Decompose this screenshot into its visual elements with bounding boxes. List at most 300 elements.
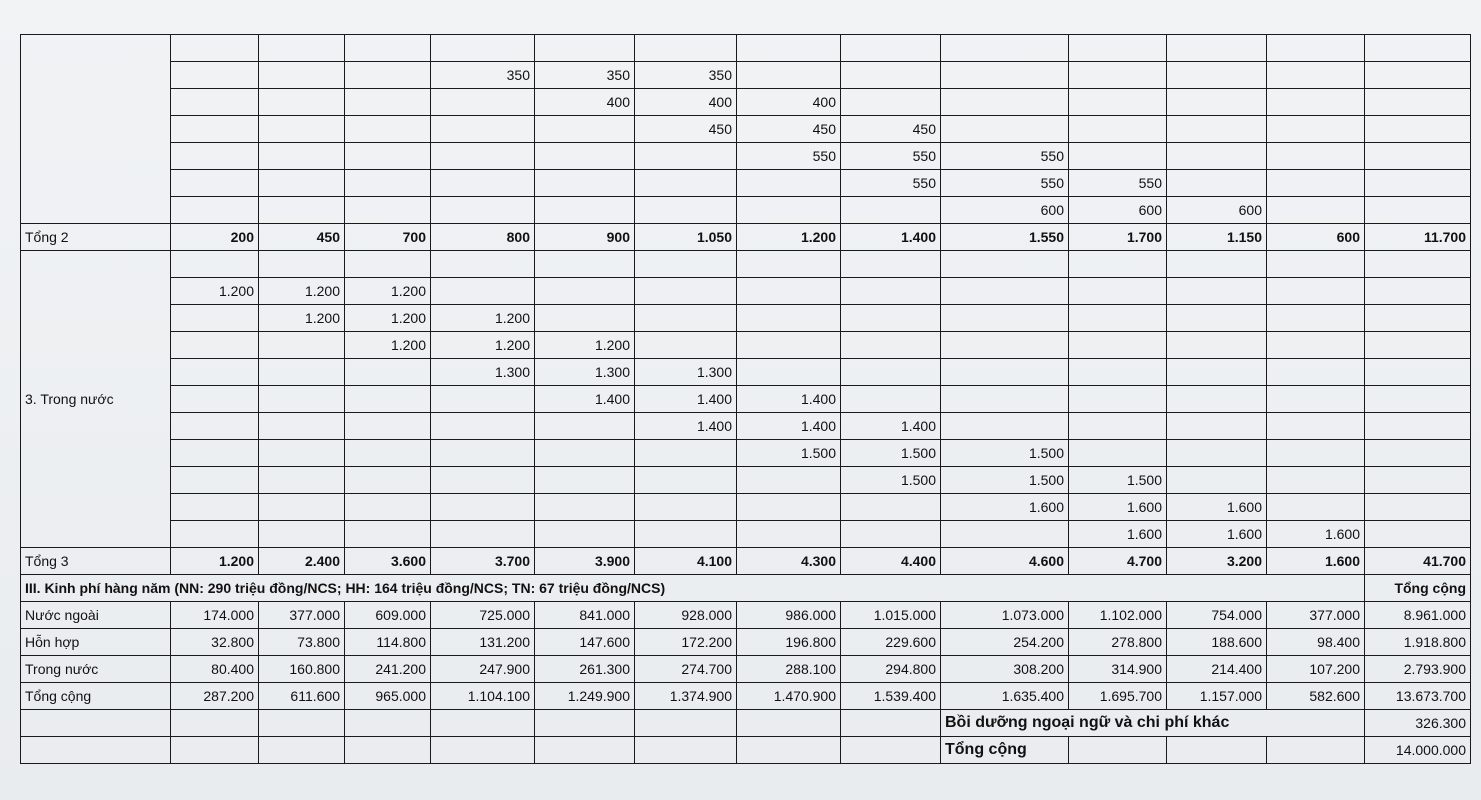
table-cell [841, 737, 941, 764]
table-cell: 200 [171, 224, 259, 251]
table-cell: 1.400 [737, 386, 841, 413]
table-cell: 107.200 [1267, 656, 1365, 683]
table-cell [431, 116, 535, 143]
table-cell [941, 251, 1069, 278]
table-cell: 1.400 [535, 386, 635, 413]
table-cell [841, 710, 941, 737]
total-row [21, 548, 1471, 575]
table-cell [1365, 521, 1471, 548]
table-cell [1267, 467, 1365, 494]
table-row [21, 386, 1471, 413]
table-cell [431, 143, 535, 170]
table-cell [259, 710, 345, 737]
table-cell: 550 [941, 143, 1069, 170]
table-cell: 611.600 [259, 683, 345, 710]
table-cell: 550 [941, 170, 1069, 197]
table-cell [1069, 278, 1167, 305]
table-cell [635, 35, 737, 62]
table-cell [431, 494, 535, 521]
table-cell [431, 35, 535, 62]
table-cell: 350 [635, 62, 737, 89]
table-cell: 1.200 [431, 332, 535, 359]
table-cell: 1.249.900 [535, 683, 635, 710]
table-row [21, 62, 1471, 89]
grand-total-row [21, 737, 1471, 764]
table-cell [431, 467, 535, 494]
table-cell [345, 467, 431, 494]
row-label: Nước ngoài [21, 602, 171, 629]
table-cell [941, 386, 1069, 413]
table-cell: 400 [535, 89, 635, 116]
table-cell [941, 332, 1069, 359]
table-cell [259, 116, 345, 143]
table-cell: 1.015.000 [841, 602, 941, 629]
table-cell [345, 89, 431, 116]
table-cell: 4.600 [941, 548, 1069, 575]
table-cell [431, 521, 535, 548]
table-cell: 550 [737, 143, 841, 170]
table-cell [431, 278, 535, 305]
table-cell: 450 [737, 116, 841, 143]
table-cell [345, 386, 431, 413]
table-row [21, 467, 1471, 494]
table-cell [1267, 116, 1365, 143]
table-cell: 1.600 [1167, 521, 1267, 548]
extra-cost-label: Bồi dưỡng ngoại ngữ và chi phí khác [941, 710, 1365, 737]
table-cell: 1.200 [345, 305, 431, 332]
table-cell [171, 332, 259, 359]
table-cell: 98.400 [1267, 629, 1365, 656]
table-cell: 2.793.900 [1365, 656, 1471, 683]
table-cell [171, 440, 259, 467]
table-cell: 4.100 [635, 548, 737, 575]
table-cell: 600 [1267, 224, 1365, 251]
table-cell [1167, 89, 1267, 116]
table-cell [259, 467, 345, 494]
table-cell: 1.918.800 [1365, 629, 1471, 656]
table-cell [345, 359, 431, 386]
table-cell: 600 [1167, 197, 1267, 224]
table-cell [737, 494, 841, 521]
table-cell [535, 143, 635, 170]
table-cell: 294.800 [841, 656, 941, 683]
table-cell [1365, 116, 1471, 143]
table-row [21, 413, 1471, 440]
table-cell [535, 278, 635, 305]
table-cell [1365, 143, 1471, 170]
table-cell [259, 440, 345, 467]
table-cell [1365, 170, 1471, 197]
table-cell [431, 251, 535, 278]
table-cell: 278.800 [1069, 629, 1167, 656]
table-cell [1069, 359, 1167, 386]
table-cell: 1.550 [941, 224, 1069, 251]
table-cell [1167, 413, 1267, 440]
table-cell: 1.200 [431, 305, 535, 332]
table-cell [635, 737, 737, 764]
table-row [21, 197, 1471, 224]
table-cell: 1.539.400 [841, 683, 941, 710]
table-cell: 13.673.700 [1365, 683, 1471, 710]
table-cell: 274.700 [635, 656, 737, 683]
table-cell: 600 [1069, 197, 1167, 224]
table-cell [1167, 305, 1267, 332]
grand-total-value: 14.000.000 [1365, 737, 1471, 764]
table-cell [1167, 737, 1267, 764]
table-cell [259, 62, 345, 89]
table-cell: 1.400 [635, 386, 737, 413]
table-cell [345, 143, 431, 170]
table-row [21, 89, 1471, 116]
budget-table [20, 34, 1471, 764]
table-cell [737, 521, 841, 548]
table-cell [1267, 440, 1365, 467]
table-cell [1069, 116, 1167, 143]
table-cell [1267, 170, 1365, 197]
table-cell: 254.200 [941, 629, 1069, 656]
table-cell [1167, 467, 1267, 494]
table-cell: 700 [345, 224, 431, 251]
table-cell [1365, 467, 1471, 494]
table-cell: 1.200 [345, 278, 431, 305]
table-cell: 1.600 [1069, 494, 1167, 521]
table-cell [535, 197, 635, 224]
table-cell: 4.300 [737, 548, 841, 575]
table-cell [259, 251, 345, 278]
table-cell [1267, 305, 1365, 332]
table-cell: 1.600 [1069, 521, 1167, 548]
table-cell [841, 359, 941, 386]
table-cell [259, 737, 345, 764]
table-cell [535, 737, 635, 764]
table-cell: 1.157.000 [1167, 683, 1267, 710]
table-cell [1267, 332, 1365, 359]
cost-row [21, 683, 1471, 710]
table-cell [171, 737, 259, 764]
table-cell [431, 710, 535, 737]
table-cell [431, 197, 535, 224]
table-cell: 377.000 [1267, 602, 1365, 629]
table-cell [1069, 737, 1167, 764]
table-cell: 1.050 [635, 224, 737, 251]
table-cell [737, 467, 841, 494]
table-cell: 1.200 [259, 305, 345, 332]
table-cell [635, 440, 737, 467]
table-row [21, 359, 1471, 386]
table-cell [635, 143, 737, 170]
table-cell [535, 170, 635, 197]
table-cell: 4.400 [841, 548, 941, 575]
table-cell [1069, 332, 1167, 359]
table-cell [1069, 440, 1167, 467]
table-cell [345, 197, 431, 224]
table-cell [535, 305, 635, 332]
table-cell [841, 197, 941, 224]
table-cell [259, 170, 345, 197]
table-cell [259, 359, 345, 386]
table-cell [1365, 89, 1471, 116]
table-cell [171, 197, 259, 224]
table-cell [1365, 278, 1471, 305]
section-label: 3. Trong nước [21, 251, 171, 548]
table-cell [535, 467, 635, 494]
table-cell [1267, 413, 1365, 440]
table-cell [171, 170, 259, 197]
cost-row [21, 656, 1471, 683]
table-cell: 550 [1069, 170, 1167, 197]
table-cell [1267, 359, 1365, 386]
table-cell [737, 35, 841, 62]
table-cell [1167, 359, 1267, 386]
table-cell [635, 332, 737, 359]
table-cell: 114.800 [345, 629, 431, 656]
table-cell: 1.500 [841, 467, 941, 494]
table-cell [737, 197, 841, 224]
table-cell: 3.600 [345, 548, 431, 575]
table-cell: 1.200 [171, 548, 259, 575]
table-cell [345, 440, 431, 467]
table-cell: 1.400 [737, 413, 841, 440]
table-cell: 400 [737, 89, 841, 116]
extra-cost-value: 326.300 [1365, 710, 1471, 737]
table-cell: 1.300 [535, 359, 635, 386]
table-cell [737, 251, 841, 278]
table-cell: 32.800 [171, 629, 259, 656]
table-cell [1167, 143, 1267, 170]
table-cell: 1.500 [737, 440, 841, 467]
total-label: Tổng 3 [21, 548, 171, 575]
table-cell: 1.073.000 [941, 602, 1069, 629]
table-cell: 965.000 [345, 683, 431, 710]
table-cell [635, 305, 737, 332]
table-cell: 450 [841, 116, 941, 143]
table-cell [171, 251, 259, 278]
table-cell: 1.470.900 [737, 683, 841, 710]
table-cell [345, 413, 431, 440]
table-cell [1267, 143, 1365, 170]
table-cell: 308.200 [941, 656, 1069, 683]
table-cell [171, 467, 259, 494]
table-cell: 1.150 [1167, 224, 1267, 251]
row-label: Hỗn hợp [21, 629, 171, 656]
grand-total-label: Tổng cộng [941, 737, 1069, 764]
table-cell: 41.700 [1365, 548, 1471, 575]
table-cell: 1.200 [345, 332, 431, 359]
table-cell [345, 62, 431, 89]
table-cell: 1.200 [535, 332, 635, 359]
table-cell [1365, 359, 1471, 386]
table-row [21, 494, 1471, 521]
table-cell [259, 197, 345, 224]
section-iii-header [21, 575, 1471, 602]
table-cell [635, 170, 737, 197]
table-cell: 550 [841, 143, 941, 170]
table-cell: 80.400 [171, 656, 259, 683]
table-cell: 1.500 [841, 440, 941, 467]
table-cell [841, 62, 941, 89]
table-cell [941, 62, 1069, 89]
table-cell: 73.800 [259, 629, 345, 656]
table-cell [1267, 278, 1365, 305]
table-cell [941, 89, 1069, 116]
table-cell [1365, 440, 1471, 467]
table-cell [1167, 386, 1267, 413]
row-label: Tổng cộng [21, 683, 171, 710]
table-cell [635, 278, 737, 305]
table-cell [1069, 413, 1167, 440]
table-cell: 3.700 [431, 548, 535, 575]
table-cell [259, 386, 345, 413]
table-cell [171, 494, 259, 521]
table-cell [259, 413, 345, 440]
total-column-header: Tổng cộng [1365, 575, 1471, 602]
table-cell [841, 89, 941, 116]
table-cell: 900 [535, 224, 635, 251]
table-cell [841, 278, 941, 305]
table-cell: 287.200 [171, 683, 259, 710]
table-row [21, 143, 1471, 170]
table-row [21, 35, 1471, 62]
table-cell [1365, 305, 1471, 332]
table-cell [259, 35, 345, 62]
table-row [21, 116, 1471, 143]
table-cell [345, 251, 431, 278]
table-cell: 1.104.100 [431, 683, 535, 710]
table-cell [841, 494, 941, 521]
table-cell: 350 [535, 62, 635, 89]
table-cell [941, 413, 1069, 440]
table-cell [535, 116, 635, 143]
table-cell [1267, 89, 1365, 116]
table-cell: 1.635.400 [941, 683, 1069, 710]
table-row [21, 332, 1471, 359]
table-cell [635, 710, 737, 737]
table-cell [1069, 251, 1167, 278]
table-cell [259, 521, 345, 548]
table-cell [1365, 197, 1471, 224]
table-cell: 172.200 [635, 629, 737, 656]
table-cell: 1.200 [171, 278, 259, 305]
table-cell [259, 89, 345, 116]
table-cell: 1.300 [431, 359, 535, 386]
table-cell [1167, 251, 1267, 278]
table-cell: 400 [635, 89, 737, 116]
table-cell: 450 [259, 224, 345, 251]
table-cell [1069, 305, 1167, 332]
table-cell [737, 62, 841, 89]
table-cell [345, 710, 431, 737]
table-cell: 1.300 [635, 359, 737, 386]
table-cell [941, 305, 1069, 332]
table-cell: 4.700 [1069, 548, 1167, 575]
table-cell [171, 359, 259, 386]
table-cell [1167, 170, 1267, 197]
table-cell [345, 35, 431, 62]
table-cell [1365, 62, 1471, 89]
table-cell [1365, 386, 1471, 413]
table-cell: 1.500 [1069, 467, 1167, 494]
table-cell [841, 35, 941, 62]
table-cell [431, 440, 535, 467]
table-cell [431, 386, 535, 413]
table-cell [1267, 62, 1365, 89]
table-cell: 2.400 [259, 548, 345, 575]
table-cell [259, 332, 345, 359]
table-cell [1167, 35, 1267, 62]
table-cell [345, 521, 431, 548]
table-cell [1069, 35, 1167, 62]
table-cell: 1.600 [1267, 521, 1365, 548]
table-cell: 314.900 [1069, 656, 1167, 683]
table-cell: 754.000 [1167, 602, 1267, 629]
table-cell [737, 170, 841, 197]
table-cell [941, 278, 1069, 305]
table-row [21, 251, 1471, 278]
table-cell: 1.400 [635, 413, 737, 440]
table-cell: 600 [941, 197, 1069, 224]
table-cell [345, 494, 431, 521]
table-cell [431, 413, 535, 440]
table-cell: 1.200 [259, 278, 345, 305]
table-row [21, 440, 1471, 467]
table-cell: 725.000 [431, 602, 535, 629]
table-cell [535, 521, 635, 548]
table-cell [171, 35, 259, 62]
table-cell [535, 440, 635, 467]
table-cell [841, 332, 941, 359]
table-cell [535, 35, 635, 62]
table-cell [737, 332, 841, 359]
table-cell [1167, 440, 1267, 467]
table-cell: 261.300 [535, 656, 635, 683]
table-cell: 196.800 [737, 629, 841, 656]
table-cell: 174.000 [171, 602, 259, 629]
table-cell [841, 251, 941, 278]
table-cell [635, 494, 737, 521]
table-cell: 131.200 [431, 629, 535, 656]
cost-row [21, 629, 1471, 656]
table-cell [1167, 62, 1267, 89]
table-cell [737, 737, 841, 764]
table-cell [1365, 332, 1471, 359]
table-cell [1167, 278, 1267, 305]
table-cell: 8.961.000 [1365, 602, 1471, 629]
table-cell [635, 251, 737, 278]
table-cell [431, 89, 535, 116]
table-cell [737, 278, 841, 305]
table-cell [1069, 89, 1167, 116]
section-iii-title: III. Kinh phí hàng năm (NN: 290 triệu đồng/NCS; HH: 164 triệu đồng/NCS; TN: 67 triệu đồng/NCS) [21, 575, 1365, 602]
table-cell [259, 143, 345, 170]
table-cell [1365, 494, 1471, 521]
table-cell: 841.000 [535, 602, 635, 629]
table-cell [841, 521, 941, 548]
table-cell: 147.600 [535, 629, 635, 656]
table-cell: 450 [635, 116, 737, 143]
cost-row [21, 602, 1471, 629]
table-cell [1267, 251, 1365, 278]
table-cell: 288.100 [737, 656, 841, 683]
table-cell [171, 413, 259, 440]
table-cell: 1.695.700 [1069, 683, 1167, 710]
table-cell [535, 413, 635, 440]
table-cell [431, 170, 535, 197]
table-cell: 1.500 [941, 440, 1069, 467]
table-cell [259, 494, 345, 521]
table-cell: 247.900 [431, 656, 535, 683]
table-cell: 800 [431, 224, 535, 251]
table-cell [171, 521, 259, 548]
